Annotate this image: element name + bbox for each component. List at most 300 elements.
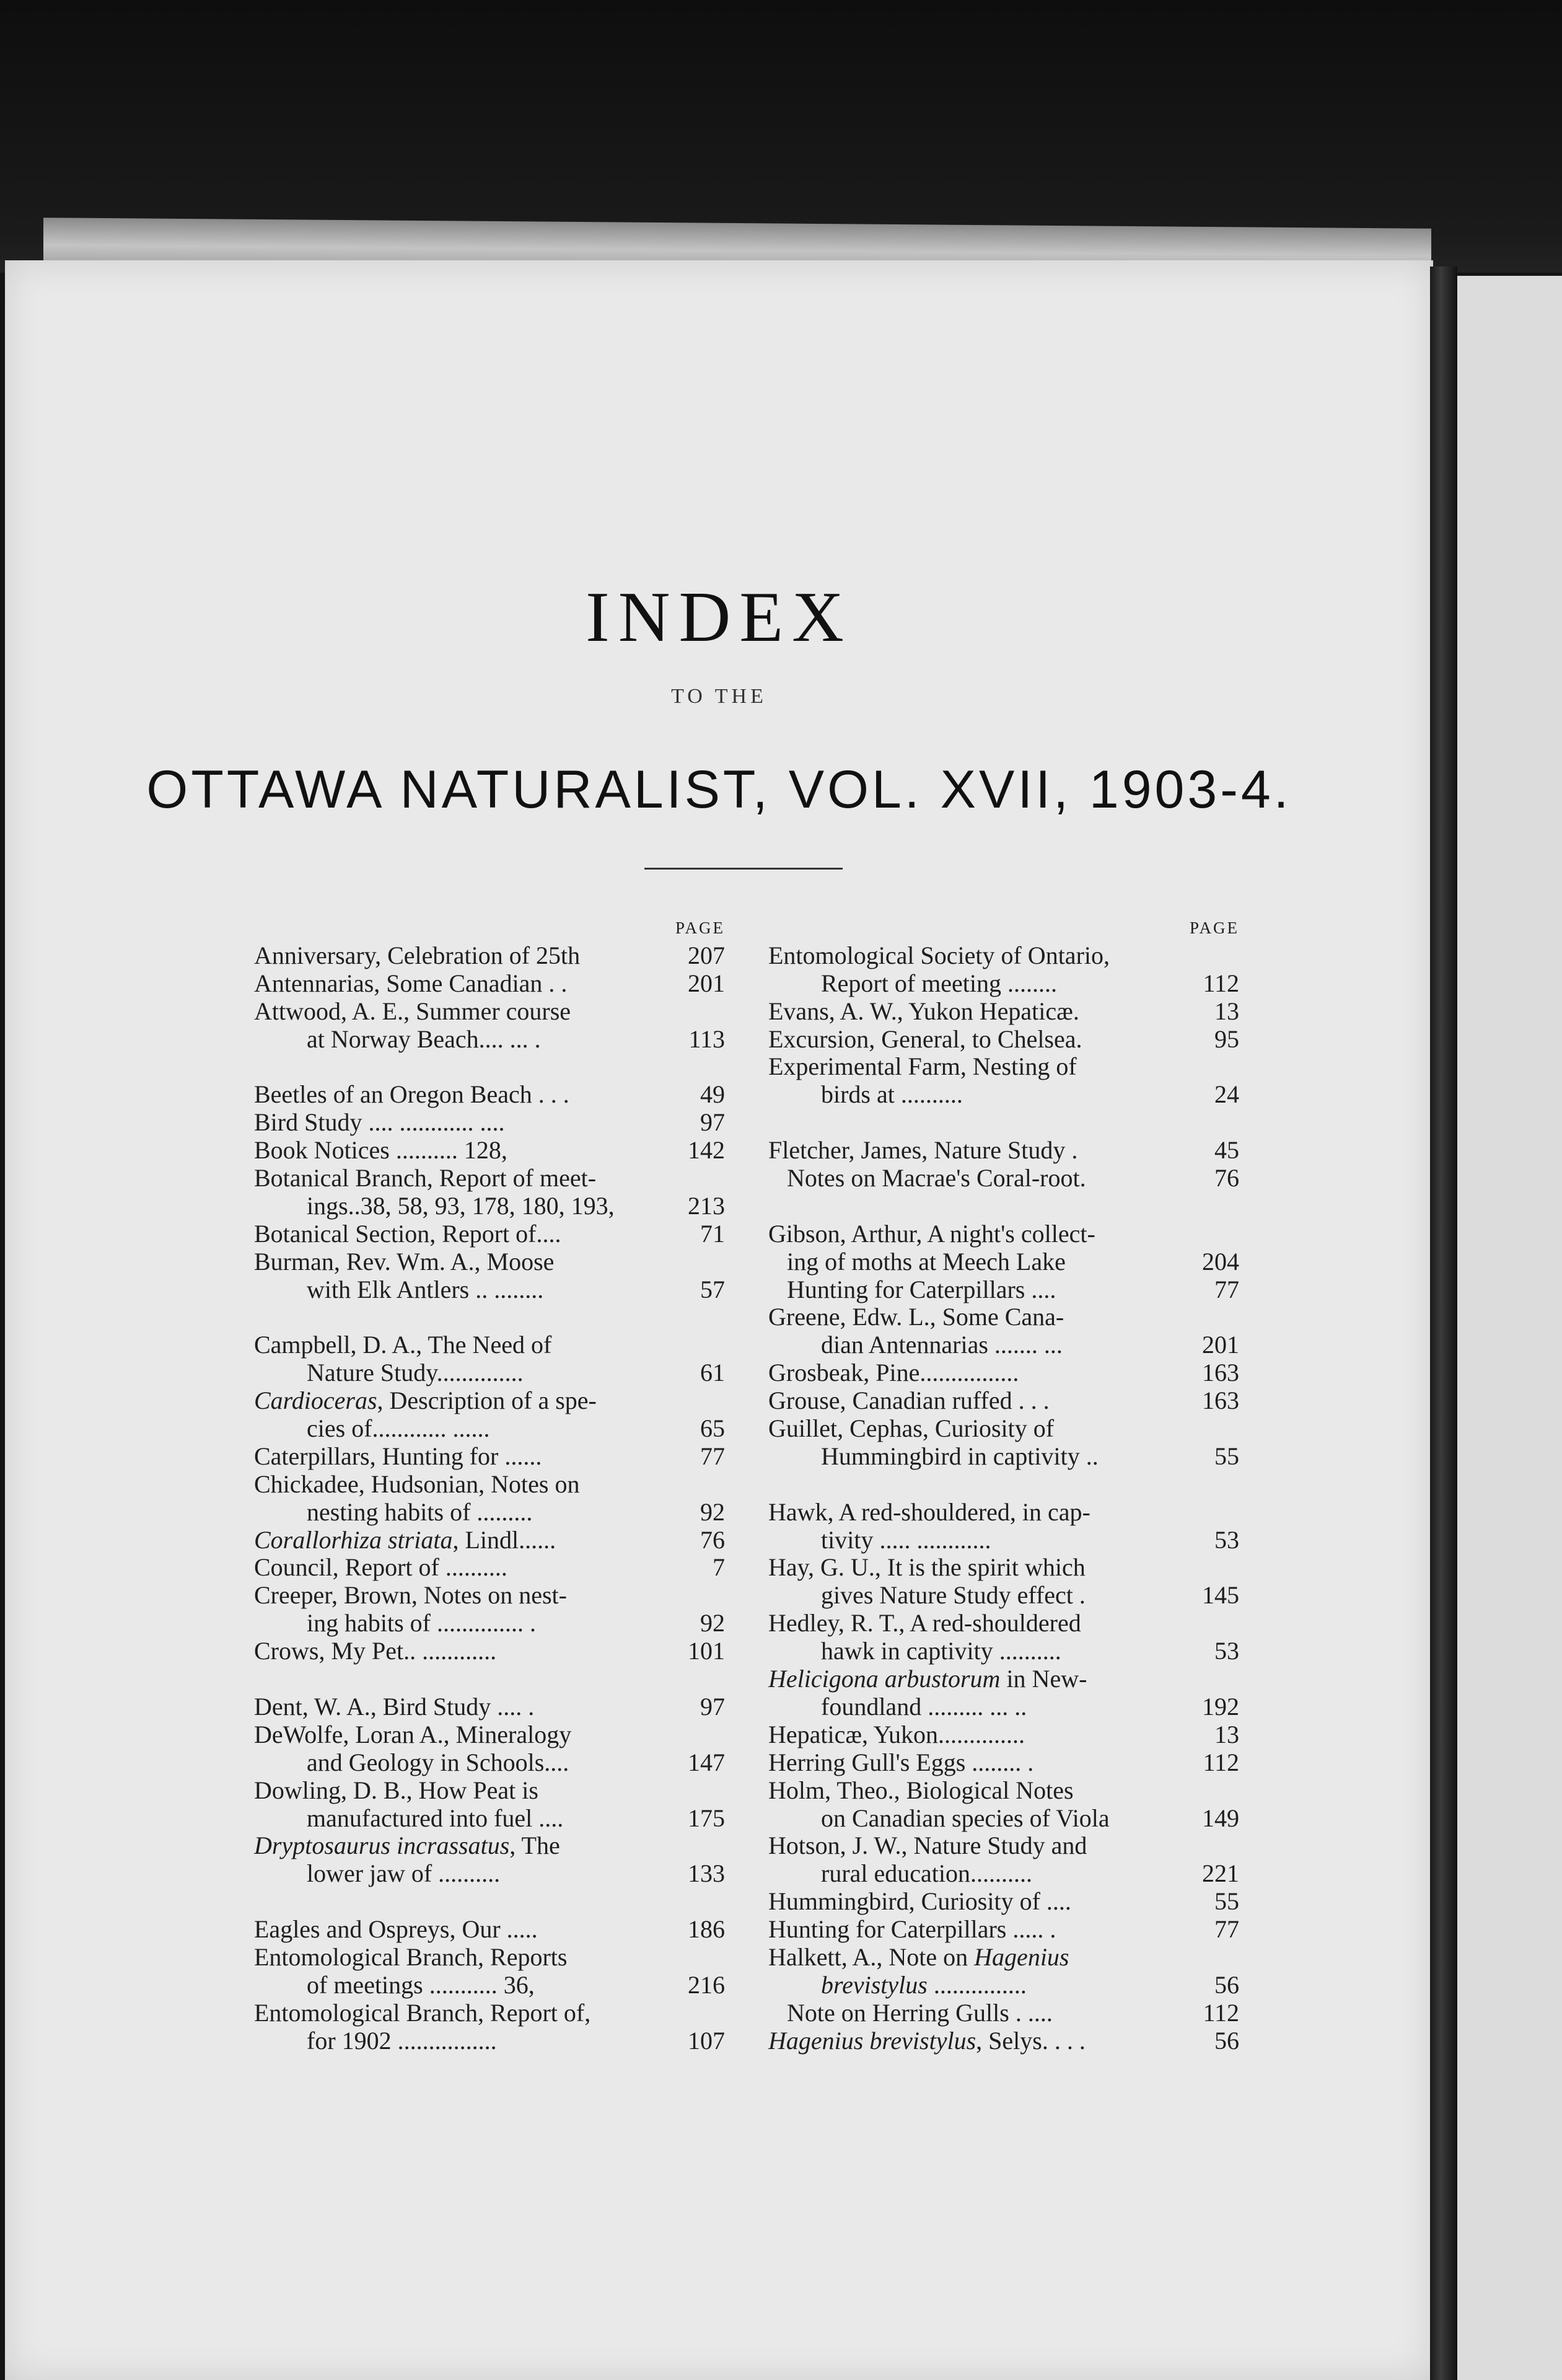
index-entry-term: Hepaticæ, Yukon.............. (768, 1721, 1025, 1748)
index-entry-term: Bird Study .... ............ .... (254, 1109, 505, 1137)
index-entry-text (254, 1415, 683, 1443)
index-entry-text (768, 942, 1197, 970)
index-entry-text (768, 1665, 1197, 1693)
adjacent-page-edge (1457, 276, 1562, 2380)
index-entry-term: Fletcher, James, Nature Study . (768, 1137, 1078, 1165)
index-entry (254, 1582, 725, 1610)
index-entry-text (254, 1721, 683, 1749)
index-entry-page-number: 49 (700, 1080, 725, 1109)
index-entry-term: foundland ......... ... .. (821, 1693, 1027, 1721)
index-entry (254, 942, 725, 970)
index-entry-text (768, 1972, 1197, 1999)
index-entry-text (768, 1777, 1197, 1805)
index-entry-page-number: 57 (700, 1275, 725, 1303)
index-entry-page-number (1197, 1665, 1239, 1693)
index-entry-page-number: 145 (1202, 1581, 1239, 1610)
index-entry-text (254, 1944, 683, 1972)
index-entry (254, 1972, 725, 1999)
index-entry-page-number: 201 (688, 969, 725, 997)
index-entry-text (254, 1220, 683, 1248)
index-entry (768, 1415, 1239, 1443)
index-entry-page-number (1197, 1832, 1239, 1860)
index-entry-text (768, 1582, 1196, 1610)
index-entry (254, 1749, 725, 1777)
index-entry-page-number: 207 (688, 941, 725, 969)
index-entry-page-number: 53 (1214, 1637, 1239, 1665)
index-entry-term: Hunting for Caterpillars ..... . (768, 1916, 1056, 1944)
index-entry-page-number: 112 (1203, 1998, 1239, 2027)
index-entry-text (768, 1443, 1197, 1471)
index-entry (768, 1527, 1239, 1554)
index-entry-term: ings..38, 58, 93, 178, 180, 193, (307, 1192, 615, 1220)
index-entry-page-number: 107 (688, 2026, 725, 2055)
index-entry-text (768, 1888, 1197, 1916)
index-entry (254, 1081, 725, 1109)
index-entry-page-number (683, 1944, 725, 1972)
index-entry-page-number: 76 (700, 1525, 725, 1554)
index-entry-text (254, 1582, 683, 1610)
index-entry-page-number (1197, 942, 1239, 970)
index-entry-page-number: 175 (688, 1804, 725, 1832)
index-entry-page-number: 101 (688, 1637, 725, 1665)
index-group-spacer (768, 1109, 1239, 1137)
index-entry (254, 1499, 725, 1527)
index-entry-text (768, 1916, 1197, 1944)
index-entry-term: Botanical Section, Report of.... (254, 1220, 561, 1248)
index-entry-text (254, 1999, 683, 2027)
index-entry (768, 1610, 1239, 1637)
index-entry-term: Anniversary, Celebration of 25th (254, 941, 581, 969)
index-entry-text (254, 1610, 683, 1637)
index-entry-text (768, 1610, 1197, 1637)
index-entry (254, 1415, 725, 1443)
index-entry-page-number: 65 (700, 1414, 725, 1443)
journal-title: OTTAWA NATURALIST, VOL. XVII, 1903-4. (146, 760, 1292, 819)
index-entry (254, 2027, 725, 2055)
index-entry-term: Council, Report of .......... (254, 1554, 507, 1582)
index-entry-term: gives Nature Study effect . (821, 1582, 1086, 1610)
index-entry (768, 1832, 1239, 1860)
index-entry-text (768, 1999, 1196, 2027)
index-entry-page-number: 147 (688, 1748, 725, 1776)
index-entry-text (254, 1192, 682, 1220)
index-entry-text (254, 1109, 683, 1137)
index-entry-term: lower jaw of .......... (307, 1860, 501, 1888)
index-entry-term: Grouse, Canadian ruffed . . . (768, 1387, 1050, 1415)
index-entry-text (254, 1137, 682, 1165)
index-entry (254, 1443, 725, 1471)
index-entry (254, 1248, 725, 1276)
index-entry-term: Entomological Branch, Reports (254, 1943, 568, 1971)
index-entry (768, 1665, 1239, 1693)
index-entry (254, 1721, 725, 1749)
index-entry (768, 1721, 1239, 1749)
index-entry-page-number: 133 (688, 1859, 725, 1888)
index-entry-term: Hawk, A red-shouldered, in cap- (768, 1498, 1090, 1526)
index-entry-page-number: 149 (1202, 1804, 1239, 1832)
index-entry-term: hawk in captivity .......... (821, 1637, 1061, 1665)
index-entry (768, 1582, 1239, 1610)
index-entry (254, 1220, 725, 1248)
index-entry (768, 1248, 1239, 1276)
index-entry-text (768, 1081, 1197, 1109)
index-entry-text (768, 1026, 1197, 1054)
index-entry (768, 998, 1239, 1026)
index-column-left (254, 914, 725, 2055)
index-entry-page-number: 55 (1214, 1442, 1239, 1470)
index-entry (254, 970, 725, 998)
index-entry-term: Creeper, Brown, Notes on nest- (254, 1582, 567, 1610)
index-entry-text (768, 1220, 1197, 1248)
index-entry (254, 1359, 725, 1387)
index-entry (768, 1916, 1239, 1944)
index-entry-term: Dowling, D. B., How Peat is (254, 1776, 538, 1804)
index-entry-page-number (683, 1832, 725, 1860)
index-entry-text (254, 1860, 682, 1888)
index-entry (254, 1471, 725, 1499)
index-entry-term: Corallorhiza striata (254, 1526, 453, 1554)
index-entry-text (254, 1499, 683, 1527)
index-entry-page-number: 71 (700, 1219, 725, 1248)
index-entry (768, 1303, 1239, 1331)
index-entry-page-number: 142 (688, 1136, 725, 1165)
index-entry (768, 1276, 1239, 1304)
index-entry-page-number: 13 (1214, 1720, 1239, 1748)
index-entry (768, 1165, 1239, 1192)
index-entry-detail: , Lindl...... (452, 1526, 556, 1554)
index-entry-text (768, 1721, 1197, 1749)
index-entry-page-number: 77 (1214, 1915, 1239, 1944)
index-entry (768, 1944, 1239, 1972)
index-entry-detail: Hagenius (974, 1943, 1069, 1971)
index-entry (768, 1499, 1239, 1527)
index-entry-text (254, 1248, 683, 1276)
index-entry-text (254, 998, 683, 1026)
index-entry-page-number: 92 (700, 1609, 725, 1637)
index-entry (768, 1693, 1239, 1721)
index-entry-page-number: 97 (700, 1692, 725, 1721)
index-entry (768, 1443, 1239, 1471)
index-entry (768, 1860, 1239, 1888)
index-entry-term: Nature Study.............. (307, 1359, 524, 1387)
index-entry-text (254, 1693, 683, 1721)
index-entry (768, 1999, 1239, 2027)
index-entry-text (768, 1387, 1196, 1415)
index-entry-text (254, 1749, 682, 1777)
index-entry (768, 942, 1239, 970)
index-entry-page-number (683, 1999, 725, 2027)
index-entry-page-number (683, 1721, 725, 1749)
index-entry (768, 1637, 1239, 1665)
index-entry-page-number: 53 (1214, 1525, 1239, 1554)
index-entry-term: manufactured into fuel .... (307, 1804, 564, 1832)
index-entry (254, 1693, 725, 1721)
index-entry-text (254, 1832, 683, 1860)
index-entry-detail: , Description of a spe- (377, 1387, 597, 1415)
index-entry-page-number (683, 1331, 725, 1359)
index-entry-text (768, 1359, 1196, 1387)
index-entry-term: Attwood, A. E., Summer course (254, 997, 571, 1025)
index-entry-text (768, 1693, 1196, 1721)
index-entry-term: Cardioceras (254, 1387, 377, 1415)
index-entry (254, 1916, 725, 1944)
index-entry-term: Chickadee, Hudsonian, Notes on (254, 1470, 580, 1498)
index-entry-term: Helicigona arbustorum (768, 1665, 1001, 1693)
index-entry-page-number (1197, 1499, 1239, 1527)
index-entry-term: Hunting for Caterpillars .... (787, 1276, 1056, 1303)
index-entry (768, 1331, 1239, 1359)
index-entry-text (768, 1805, 1196, 1833)
index-entry-page-number: 61 (700, 1359, 725, 1387)
index-entry-page-number: 77 (1214, 1275, 1239, 1303)
index-entry-page-number (683, 1387, 725, 1415)
index-entry-term: Hay, G. U., It is the spirit which (768, 1554, 1086, 1582)
index-entry (768, 1749, 1239, 1777)
index-entry-page-number (1197, 1220, 1239, 1248)
index-entry-text (254, 1331, 683, 1359)
index-entry-term: Notes on Macrae's Coral-root. (787, 1165, 1086, 1192)
index-entry-page-number: 204 (1202, 1247, 1239, 1276)
index-entry-text (254, 1359, 683, 1387)
index-entry-detail: ............... (927, 1971, 1027, 1999)
index-entry-text (768, 1415, 1197, 1443)
index-entry-text (254, 970, 682, 998)
index-entry-text (254, 1637, 682, 1665)
index-entry-page-number (683, 1582, 725, 1610)
index-entry-term: Beetles of an Oregon Beach . . . (254, 1081, 569, 1109)
index-entry-text (768, 1944, 1197, 1972)
index-entry-text (254, 1554, 683, 1582)
index-entry-text (768, 1499, 1197, 1527)
index-entry-page-number (683, 1248, 725, 1276)
index-entry-page-number: 213 (688, 1191, 725, 1220)
title-divider (644, 868, 843, 870)
index-entry (768, 1387, 1239, 1415)
index-entry (768, 2027, 1239, 2055)
index-entry (254, 1331, 725, 1359)
index-entry-text (254, 1026, 682, 1054)
index-entry-term: brevistylus (821, 1971, 928, 1999)
index-entry-page-number: 45 (1214, 1136, 1239, 1165)
index-entry (768, 970, 1239, 998)
index-entry-term: Hotson, J. W., Nature Study and (768, 1832, 1087, 1860)
index-entry-page-number: 216 (688, 1970, 725, 1999)
index-entry-term: tivity ..... ............ (821, 1526, 991, 1554)
index-entry-term: Burman, Rev. Wm. A., Moose (254, 1248, 555, 1276)
index-entry-page-number: 76 (1214, 1164, 1239, 1192)
index-entry-page-number: 24 (1214, 1080, 1239, 1109)
index-column-right (768, 914, 1239, 2055)
index-entry-term: Greene, Edw. L., Some Cana- (768, 1303, 1064, 1331)
index-entry-text (768, 1276, 1197, 1304)
index-entry-page-number: 13 (1214, 997, 1239, 1025)
index-entry-page-number: 113 (688, 1025, 725, 1053)
index-entry (254, 1137, 725, 1165)
index-entry-text (254, 1805, 682, 1833)
index-entry-term: Hummingbird, Curiosity of .... (768, 1888, 1071, 1916)
index-entry-term: rural education.......... (821, 1860, 1032, 1888)
index-entry-text (254, 1443, 683, 1471)
index-group-spacer (768, 1471, 1239, 1499)
index-entry-term: Crows, My Pet.. ............ (254, 1637, 497, 1665)
index-entry-text (254, 1276, 683, 1304)
index-entry (768, 1026, 1239, 1054)
page-column-heading: PAGE (675, 919, 725, 937)
index-entry (254, 998, 725, 1026)
index-entry-term: birds at .......... (821, 1081, 963, 1109)
index-entry (254, 1554, 725, 1582)
index-entry-page-number: 77 (700, 1442, 725, 1470)
index-entry-page-number: 56 (1214, 2026, 1239, 2055)
index-entry (254, 1777, 725, 1805)
index-entry-term: Hummingbird in captivity .. (821, 1442, 1099, 1470)
index-entry-text (768, 1248, 1196, 1276)
index-entry (254, 1109, 725, 1137)
index-entry-term: Experimental Farm, Nesting of (768, 1053, 1077, 1081)
index-entry-text (254, 1165, 683, 1192)
index-entry-text (254, 1081, 683, 1109)
index-entry-term: Excursion, General, to Chelsea. (768, 1025, 1082, 1053)
index-entry-term: Halkett, A., Note on (768, 1943, 975, 1971)
index-entry-term: Dryptosaurus incrassatus (254, 1832, 510, 1860)
index-entry (768, 1053, 1239, 1081)
index-group-spacer (768, 1192, 1239, 1220)
index-entry-term: Gibson, Arthur, A night's collect- (768, 1220, 1095, 1248)
index-entry-term: Campbell, D. A., The Need of (254, 1331, 552, 1359)
index-entry-text (254, 1972, 682, 1999)
page-subtitle: TO THE (671, 685, 767, 708)
index-entry (254, 1944, 725, 1972)
index-entry-text (254, 942, 682, 970)
index-entry-page-number: 112 (1203, 1748, 1239, 1776)
index-entry-term: Antennarias, Some Canadian . . (254, 969, 568, 997)
index-entry-page-number: 201 (1202, 1331, 1239, 1359)
index-entry (254, 1860, 725, 1888)
index-entry-text (768, 1137, 1197, 1165)
index-entry-text (768, 1749, 1196, 1777)
index-entry-page-number (1197, 1777, 1239, 1805)
index-entry-term: Report of meeting ........ (821, 969, 1058, 997)
index-entry-page-number: 97 (700, 1108, 725, 1137)
index-entry-page-number (1197, 1053, 1239, 1081)
index-group-spacer (254, 1303, 725, 1331)
index-entry-text (254, 1916, 682, 1944)
index-entry-text (768, 2027, 1197, 2055)
index-entry (254, 1832, 725, 1860)
index-entry-term: Hagenius brevistylus (768, 2027, 976, 2055)
index-entry-page-number (683, 998, 725, 1026)
index-entry-term: DeWolfe, Loran A., Mineralogy (254, 1721, 572, 1748)
index-entry (254, 1637, 725, 1665)
index-entry-page-number: 163 (1202, 1386, 1239, 1415)
index-entry (768, 1554, 1239, 1582)
index-entry-term: at Norway Beach.... ... . (307, 1025, 541, 1053)
index-entry-text (768, 1554, 1197, 1582)
index-entry-term: Guillet, Cephas, Curiosity of (768, 1415, 1055, 1443)
index-entry-page-number: 95 (1214, 1025, 1239, 1053)
index-entry-text (254, 1527, 683, 1554)
index-entry-term: nesting habits of ......... (307, 1498, 533, 1526)
index-entry (768, 1888, 1239, 1916)
index-entry (768, 1137, 1239, 1165)
index-entry-page-number: 186 (688, 1915, 725, 1944)
index-entry-page-number (683, 1471, 725, 1499)
index-entry (254, 1999, 725, 2027)
index-entry (254, 1527, 725, 1554)
index-entry-term: on Canadian species of Viola (821, 1804, 1110, 1832)
index-entry-page-number (1197, 1415, 1239, 1443)
index-entry-term: Botanical Branch, Report of meet- (254, 1165, 597, 1192)
index-entry-text (768, 1331, 1196, 1359)
book-gutter (1430, 267, 1457, 2380)
index-entry-text (254, 2027, 682, 2055)
index-entry (254, 1026, 725, 1054)
index-entry (254, 1805, 725, 1833)
index-entry-page-number: 192 (1202, 1692, 1239, 1721)
index-entry (768, 1805, 1239, 1833)
index-entry-term: cies of............ ...... (307, 1415, 490, 1443)
index-entry-page-number (1197, 1303, 1239, 1331)
index-entry-detail: , The (509, 1832, 560, 1860)
index-entry (254, 1165, 725, 1192)
index-entry (768, 1777, 1239, 1805)
index-entry-text (254, 1471, 683, 1499)
index-entry (768, 1220, 1239, 1248)
index-entry-term: Note on Herring Gulls . .... (787, 1999, 1053, 2027)
index-entry (254, 1387, 725, 1415)
index-entry-text (768, 970, 1196, 998)
page-title: INDEX (586, 578, 853, 657)
index-entry-term: Entomological Society of Ontario, (768, 941, 1110, 969)
index-entry-text (768, 1860, 1196, 1888)
index-entry-term: for 1902 ................ (307, 2027, 497, 2055)
index-entry-text (768, 1165, 1197, 1192)
page-column-heading: PAGE (1189, 919, 1239, 937)
index-entry-term: Entomological Branch, Report of, (254, 1999, 591, 2027)
index-entry (254, 1610, 725, 1637)
index-entry (768, 1972, 1239, 1999)
index-group-spacer (254, 1053, 725, 1081)
index-entry-page-number: 163 (1202, 1359, 1239, 1387)
index-entry-term: Caterpillars, Hunting for ...... (254, 1442, 542, 1470)
index-entry-page-number: 56 (1214, 1970, 1239, 1999)
index-entry (768, 1081, 1239, 1109)
index-entry-page-number (1197, 1610, 1239, 1637)
index-entry-text (768, 1637, 1197, 1665)
index-entry-term: ing habits of .............. . (307, 1610, 536, 1637)
index-group-spacer (254, 1888, 725, 1916)
index-entry (254, 1192, 725, 1220)
index-entry-text (768, 1832, 1197, 1860)
index-entry-term: Herring Gull's Eggs ........ . (768, 1748, 1034, 1776)
index-entry-term: with Elk Antlers .. ........ (307, 1276, 544, 1303)
index-entry-text (768, 1527, 1197, 1554)
index-entry-detail: in New- (1000, 1665, 1087, 1693)
index-entry-term: Book Notices .......... 128, (254, 1137, 507, 1165)
index-entry-page-number: 92 (700, 1497, 725, 1526)
index-entry-term: dian Antennarias ....... ... (821, 1331, 1063, 1359)
index-entry (254, 1276, 725, 1304)
index-group-spacer (254, 1665, 725, 1693)
index-entry-term: Dent, W. A., Bird Study .... . (254, 1693, 535, 1721)
index-entry-page-number: 55 (1214, 1887, 1239, 1916)
index-entry-detail: , Selys. . . . (976, 2027, 1086, 2055)
index-entry-term: Grosbeak, Pine................ (768, 1359, 1019, 1387)
index-entry-text (254, 1387, 683, 1415)
index-entry-text (768, 998, 1197, 1026)
index-entry-page-number (683, 1777, 725, 1805)
index-entry-term: Holm, Theo., Biological Notes (768, 1776, 1074, 1804)
